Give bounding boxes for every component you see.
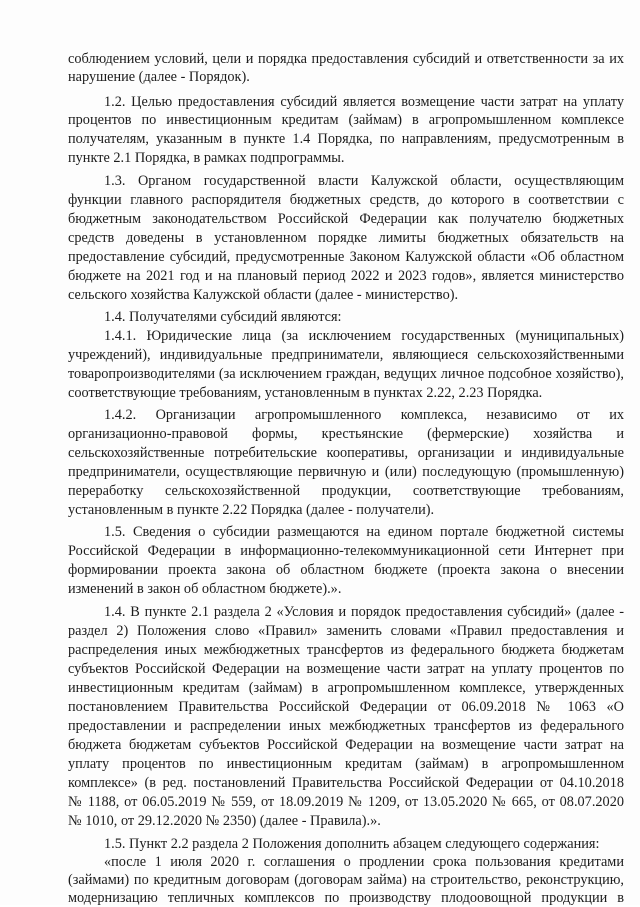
text-line: нарушение (далее - Порядок). <box>68 69 250 85</box>
text-line: № 1188, от 06.05.2019 № 559, от 18.09.2019 № 1209, от 13.05.2020 № 665, от 08.07.2020 <box>68 794 624 810</box>
text-line: № 1010, от 29.12.2020 № 2350) (далее - Правила).». <box>68 813 381 829</box>
text-line: сельскохозяйственные потребительские кооперативы, организации и индивидуальные <box>68 445 624 461</box>
text-line: субъектов Российской Федерации на возмещение части затрат на уплату процентов по <box>68 661 624 677</box>
text-line: организационно-правовой формы, крестьянские (фермерские) хозяйства и <box>68 426 624 442</box>
text-line: формировании проекта закона об областном бюджете (проекта закона о внесении <box>68 562 624 578</box>
amendment-1-4: 1.4. В пункте 2.1 раздела 2 «Условия и порядок предоставления субсидий» (далее - <box>104 604 624 620</box>
paragraph-1-3: 1.3. Органом государственной власти Калужской области, осуществляющим <box>104 173 624 189</box>
text-line: изменений в закон об областном бюджете).». <box>68 581 342 597</box>
text-line: предоставлении и распределении иных межбюджетных трансфертов из федерального <box>68 718 624 734</box>
text-line: пункте 2.1 Порядка, в рамках подпрограммы. <box>68 150 345 166</box>
text-line: модернизацию тепличных комплексов по производству плодоовощной продукции в <box>68 890 624 906</box>
text-line: установленным в пункте 2.22 Порядка (далее - получатели). <box>68 502 435 518</box>
text-line: раздел 2) Положения слово «Правил» заменить словами «Правил предоставления и <box>68 623 624 639</box>
amendment-1-5: 1.5. Пункт 2.2 раздела 2 Положения дополнить абзацем следующего содержания: <box>104 836 600 852</box>
text-line: соблюдением условий, цели и порядка предоставления субсидий и ответственности за их <box>68 51 624 67</box>
paragraph-1-4-1: 1.4.1. Юридические лица (за исключением государственных (муниципальных) <box>104 328 624 344</box>
text-line: процентов по инвестиционным кредитам (займам) в агропромышленном комплексе <box>68 112 624 128</box>
paragraph-1-2: 1.2. Целью предоставления субсидий является возмещение части затрат на уплату <box>104 94 624 110</box>
text-line: соответствующие требованиям, установленным в пунктах 2.22, 2.23 Порядка. <box>68 385 543 401</box>
paragraph-1-4-2: 1.4.2. Организации агропромышленного комплекса, независимо от их <box>104 407 624 423</box>
text-line: сельского хозяйства Калужской области (далее - министерство). <box>68 287 459 303</box>
text-line: бюджетным законодательством Российской Федерации как получателю бюджетных <box>68 211 624 227</box>
text-line: переработку сельскохозяйственной продукции, соответствующие требованиям, <box>68 483 624 499</box>
paragraph-1-4: 1.4. Получателями субсидий являются: <box>104 309 342 325</box>
text-line: учреждений), индивидуальные предприниматели, являющиеся сельскохозяйственными <box>68 347 624 363</box>
text-line: средств доведены в установленном порядке лимиты бюджетных обязательств на <box>68 230 624 246</box>
text-line: бюджета бюджетам субъектов Российской Федерации на возмещение части затрат на <box>68 737 624 753</box>
text-line: предприниматели, осуществляющие первичную и (или) последующую (промышленную) <box>68 464 624 480</box>
text-line: (займами) по кредитным договорам (договорам займа) на строительство, реконструкцию, <box>68 872 624 888</box>
text-line: предоставление субсидий, предусмотренные Законом Калужской области «Об областном <box>68 249 624 265</box>
text-line: уплату процентов по инвестиционным кредитам (займам) в агропромышленном <box>68 756 624 772</box>
paragraph-1-5: 1.5. Сведения о субсидии размещаются на едином портале бюджетной системы <box>104 524 624 540</box>
text-line: Российской Федерации в информационно-телекоммуникационной сети Интернет при <box>68 543 624 559</box>
text-line: товаропроизводителями (за исключением граждан, ведущих личное подсобное хозяйство), <box>68 366 624 382</box>
text-line: функции главного распорядителя бюджетных средств, до которого в соответствии с <box>68 192 624 208</box>
text-line: инвестиционным кредитам (займам) в агропромышленном комплексе, утвержденных <box>68 680 624 696</box>
text-line: распределения иных межбюджетных трансфертов из федерального бюджета бюджетам <box>68 642 624 658</box>
text-line: получателям, указанным в пункте 1.4 Порядка, по направлениям, предусмотренным в <box>68 131 624 147</box>
text-line: бюджете на 2021 год и на плановый период 2022 и 2023 годов», является министерство <box>68 268 624 284</box>
text-line: «после 1 июля 2020 г. соглашения о продлении срока пользования кредитами <box>104 854 624 870</box>
text-line: комплексе» (в ред. постановлений Правительства Российской Федерации от 04.10.2018 <box>68 775 624 791</box>
text-line: постановлением Правительства Российской Федерации от 06.09.2018 № 1063 «О <box>68 699 624 715</box>
